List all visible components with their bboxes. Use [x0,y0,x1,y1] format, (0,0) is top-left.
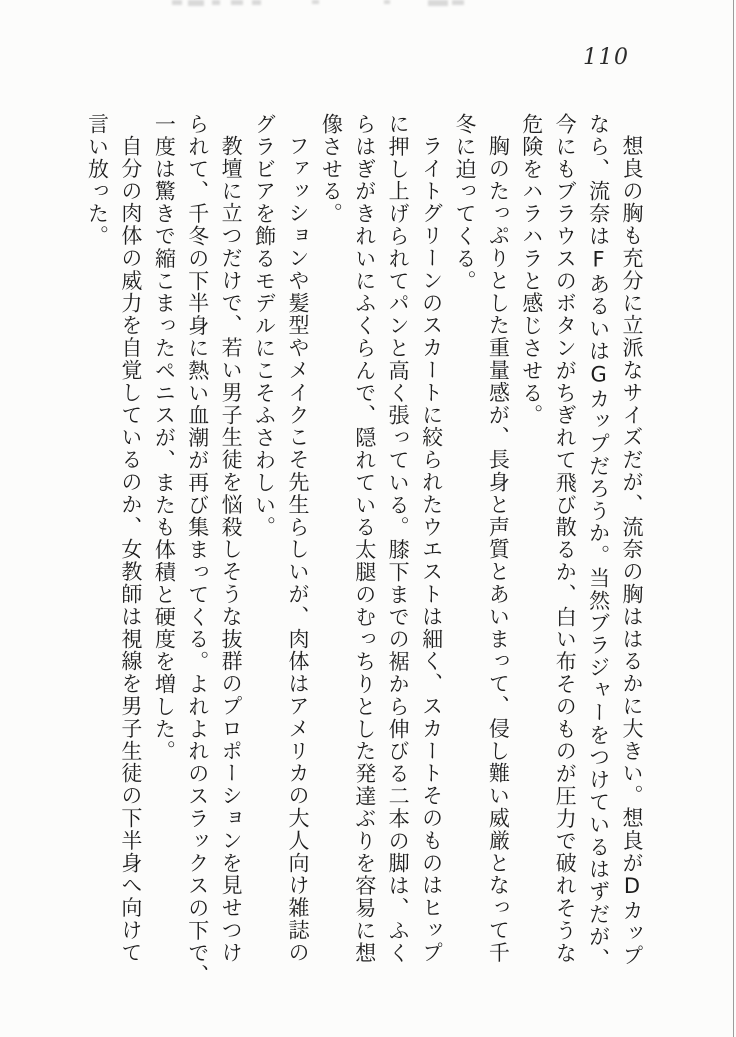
text-column: 危険をハラハラと感じさせる。 [519,113,544,427]
text-column: 冬に迫ってくる。 [452,113,477,293]
text-column: 想良の胸も充分に立派なサイズだが、流奈の胸ははるかに大きい。想良がDカップ [620,135,644,968]
scan-artifact [428,0,448,6]
text-column: ファッションや髪型やメイクこそ先生らしいが、肉体はアメリカの大人向け雑誌の [285,135,310,965]
scan-artifact [452,0,464,5]
scan-artifact [312,0,319,4]
text-column: 胸のたっぷりとした重量感が、長身と声質とあいまって、侵し難い威厳となって千 [486,135,511,965]
scan-artifact [188,0,204,6]
scan-artifact [212,0,220,5]
text-column: なら、流奈はFあるいはGカップだろうか。当然ブラジャーをつけているはずだが、 [586,113,611,971]
text-column: 言い放った。 [85,113,110,248]
text-column: 教壇に立つだけで、若い男子生徒を悩殺しそうな抜群のプロポーションを見せつけ [219,135,244,965]
page-number: 110 [583,45,630,70]
page-edge-line [733,0,734,1037]
text-column: 自分の肉体の威力を自覚しているのか、女教師は視線を男子生徒の下半身へ向けて [118,135,143,965]
scan-artifact [384,0,390,4]
text-column: 一度は驚きで縮こまったペニスが、またも体積と硬度を増した。 [152,113,177,763]
text-column: 像させる。 [319,113,344,225]
text-column: ライトグリーンのスカートに絞られたウエストは細く、スカートそのものはヒップ [419,135,444,965]
scan-artifact [252,0,261,5]
text-column: に押し上げられてパンと高く張っている。膝下までの裾から伸びる二本の脚は、ふく [386,113,411,965]
vertical-text-block [80,113,648,998]
text-column: られて、千冬の下半身に熱い血潮が再び集まってくる。よれよれのスラックスの下で、 [185,113,210,987]
scan-artifact [231,0,243,5]
scan-artifact [172,0,182,5]
text-column: 今にもブラウスのボタンがちぎれて飛び散るか、白い布そのものが圧力で破れそうな [553,113,578,965]
text-column: らはぎがきれいにふくらんで、隠れている太腿のむっちりとした発達ぶりを容易に想 [352,113,377,965]
text-column: グラビアを飾るモデルにこそふさわしい。 [252,113,277,539]
